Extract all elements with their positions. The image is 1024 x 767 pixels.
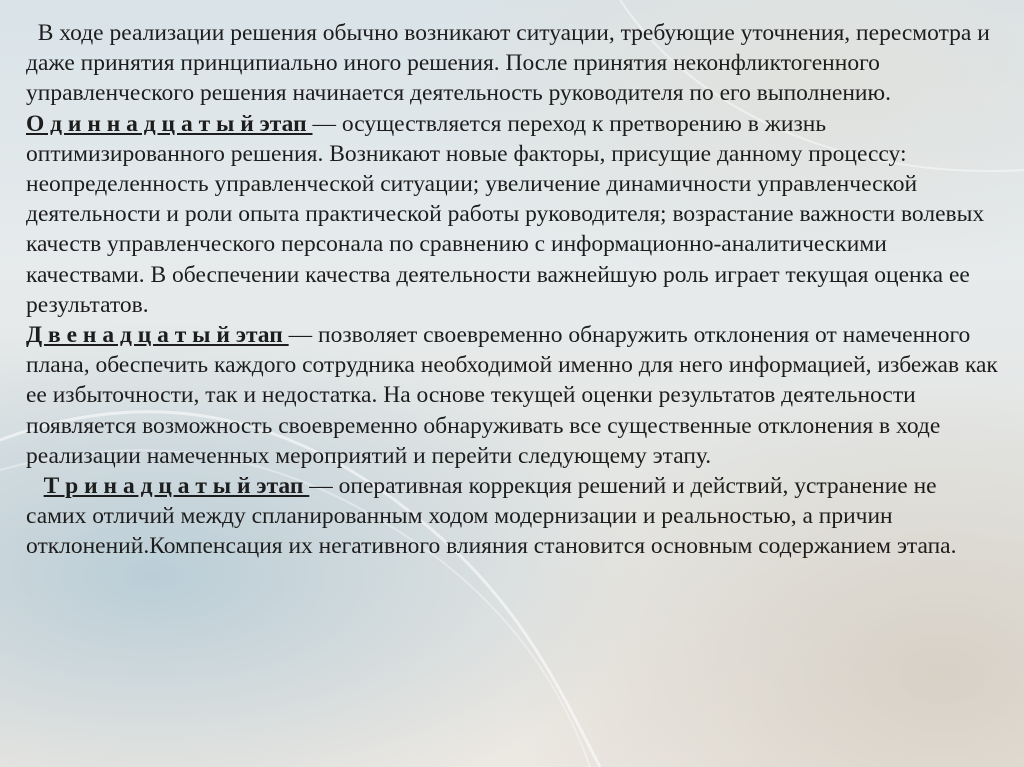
paragraph-text: — позволяет своевременно обнаружить отклонения от намеченного плана, обеспечить каждого сотрудника необходимой именно для него информацией, избежав как ее избыточности, так и недостатка. На основе текущей оценки результатов деятельности появляется возможность своевременно обнаруживать все существенные отклонения в ходе реализации намеченных мероприятий и перейти следующему этапу. <box>26 322 998 469</box>
paragraph-stage-11 <box>26 109 1001 320</box>
paragraph-text: — осуществляется переход к претворению в жизнь оптимизированного решения. Возникают новые факторы, присущие данному процессу: неопределенность управленческой ситуации; увеличение динамичности управленческой деятельности и роли опыта практической работы руководителя; возрастание важности волевых качеств управленческого персонала по сравнению с информационно-аналитическими качествами. В обеспечении качества деятельности важнейшую роль играет текущая оценка ее результатов. <box>26 110 985 318</box>
paragraph-stage-12 <box>26 320 1001 471</box>
paragraph-stage-13 <box>26 471 1001 562</box>
paragraph-text: — оперативная коррекция решений и действий, устранение не самих отличий между спланированным ходом модернизации и реальностью, а причин отклонений.Компенсация их негативного влияния становится основным содержанием этапа. <box>26 473 957 560</box>
paragraph-text: В ходе реализации решения обычно возникают ситуации, требующие уточнения, пересмотра и даже принятия принципиально иного решения. После принятия неконфликтогенного управленческого решения начинается деятельность руководителя по его выполнению. <box>26 20 990 107</box>
paragraph-indent <box>26 473 44 499</box>
stage-heading: Д в е н а д ц а т ы й этап <box>26 322 289 349</box>
stage-heading: Т р и н а д ц а т ы й этап <box>43 473 310 500</box>
paragraph-intro <box>26 18 1001 109</box>
slide-body <box>26 18 1001 562</box>
stage-heading: О д и н н а д ц а т ы й этап <box>26 110 313 137</box>
